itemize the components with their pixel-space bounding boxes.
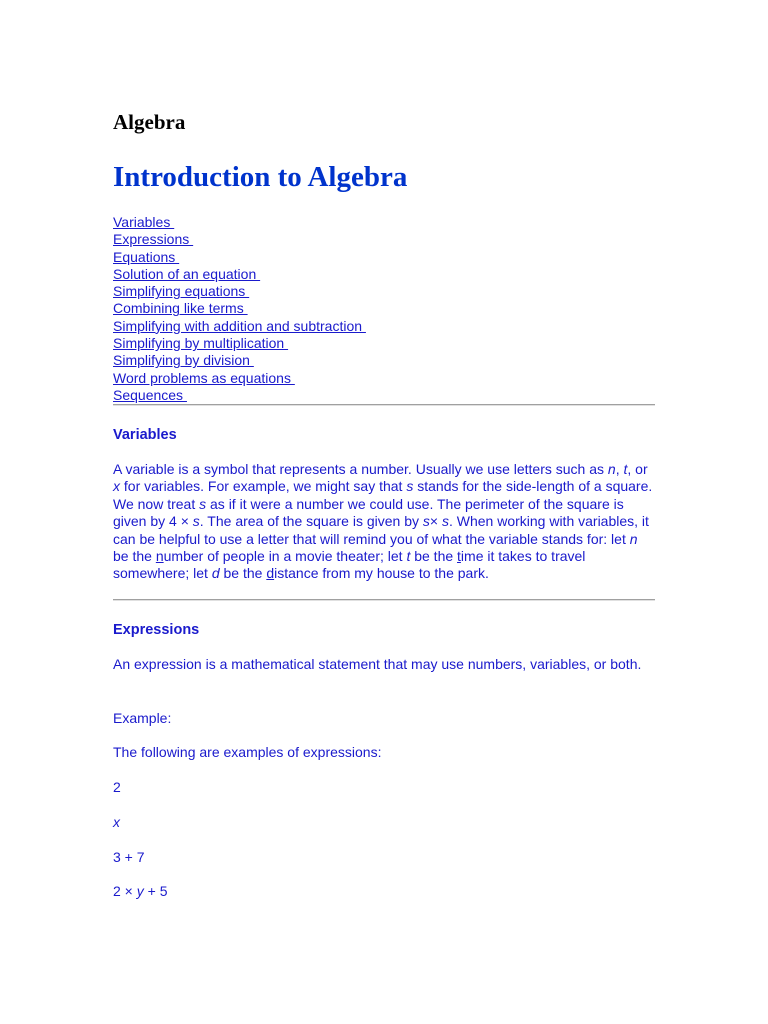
toc-link-solution-of-an-equation[interactable]: Solution of an equation xyxy=(113,265,261,282)
toc-link-combining-like-terms[interactable]: Combining like terms xyxy=(113,300,248,317)
toc-item xyxy=(113,370,366,387)
text-run: istance from my house to the park. xyxy=(274,565,489,582)
variable-s: s xyxy=(422,513,430,530)
toc-item xyxy=(113,283,366,300)
section-divider xyxy=(113,404,655,406)
text-run: , xyxy=(615,461,624,477)
text-run: for variables. For example, we might say that xyxy=(120,478,407,495)
text-run: + 5 xyxy=(143,883,168,899)
expressions-heading: Expressions xyxy=(113,622,200,638)
text-run: . When working with variables, it can be helpful to use a letter that will remind you of what the variable stands for: let xyxy=(113,513,649,547)
text-run: be the xyxy=(410,548,458,565)
toc-item xyxy=(113,300,366,317)
document-title: Algebra xyxy=(113,110,186,134)
table-of-contents xyxy=(113,214,366,404)
variable-x: x xyxy=(113,814,120,830)
underlined-letter: n xyxy=(155,548,164,565)
text-run: umber of people in a movie theater; let xyxy=(163,548,407,565)
expressions-paragraph: An expression is a mathematical statement that may use numbers, variables, or both. xyxy=(113,656,642,672)
examples-intro: The following are examples of expressions: xyxy=(113,744,382,760)
variable-d: d xyxy=(211,565,220,582)
example-label: Example: xyxy=(113,710,172,726)
toc-item xyxy=(113,231,366,248)
toc-link-simplifying-equations[interactable]: Simplifying equations xyxy=(113,283,250,300)
toc-item xyxy=(113,387,366,404)
text-run: 2 × xyxy=(113,883,137,899)
toc-link-sequences[interactable]: Sequences xyxy=(113,386,187,403)
variable-x: x xyxy=(113,478,120,495)
toc-link-word-problems[interactable]: Word problems as equations xyxy=(113,369,295,386)
variable-s: s xyxy=(406,478,414,495)
text-run: be the xyxy=(219,565,267,582)
text-run: ime it takes to travel somewhere; let xyxy=(113,548,586,582)
text-run: , or xyxy=(627,461,648,477)
toc-item xyxy=(113,249,366,266)
variables-heading: Variables xyxy=(113,427,177,443)
toc-item xyxy=(113,266,366,283)
text-run: . The area of the square is given by xyxy=(199,513,423,530)
expression-example xyxy=(113,882,168,900)
variable-y: y xyxy=(136,883,144,899)
variable-s: s xyxy=(199,495,207,512)
toc-item xyxy=(113,352,366,369)
text-run: A variable is a symbol that represents a number. Usually we use letters such as xyxy=(113,461,608,477)
text-run: be the xyxy=(113,548,156,565)
variable-t: t xyxy=(623,461,628,477)
main-heading: Introduction to Algebra xyxy=(113,161,408,193)
toc-link-simplifying-addition-subtraction[interactable]: Simplifying with addition and subtraction xyxy=(113,317,366,334)
variable-t: t xyxy=(406,548,411,565)
text-run: stands for the side-length of a square. We now treat xyxy=(113,478,653,512)
text-run: × xyxy=(429,513,442,530)
underlined-letter: d xyxy=(266,565,275,582)
toc-link-expressions[interactable]: Expressions xyxy=(113,231,194,248)
variable-s: s xyxy=(441,513,449,530)
variable-n: n xyxy=(629,530,638,547)
toc-item xyxy=(113,335,366,352)
toc-item xyxy=(113,214,366,231)
toc-link-variables[interactable]: Variables xyxy=(113,214,175,230)
expression-example: 2 xyxy=(113,779,121,795)
section-divider xyxy=(113,599,655,601)
toc-link-equations[interactable]: Equations xyxy=(113,248,180,265)
toc-link-simplifying-division[interactable]: Simplifying by division xyxy=(113,352,254,369)
text-run: as if it were a number we could use. The perimeter of the square is given by 4 × xyxy=(113,495,624,530)
variable-n: n xyxy=(607,461,616,477)
variable-s: s xyxy=(192,513,200,530)
variables-paragraph xyxy=(113,461,655,583)
expression-example xyxy=(113,813,120,831)
underlined-letter: t xyxy=(457,548,461,565)
toc-item xyxy=(113,318,366,335)
expression-example: 3 + 7 xyxy=(113,849,145,865)
toc-link-simplifying-multiplication[interactable]: Simplifying by multiplication xyxy=(113,335,289,352)
